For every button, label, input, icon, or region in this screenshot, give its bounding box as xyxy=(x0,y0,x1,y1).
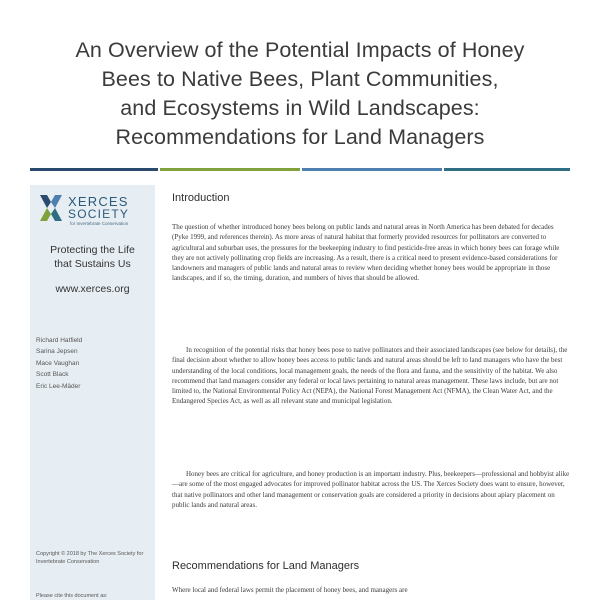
author-name: Eric Lee-Mäder xyxy=(36,382,81,390)
title-line-2: Bees to Native Bees, Plant Communities, xyxy=(101,67,499,91)
divider-segment-navy xyxy=(30,168,158,171)
divider-segment-green xyxy=(160,168,300,171)
body-paragraph: The question of whether introduced honey bees belong on public lands and natural areas in North America has been debated for decades (Pyke 1999, and references therein). As more areas of natural habitat that formerly provided resources for pollinators are converted to agricultural and suburban uses, the pressures for the beekeeping industry to find pesticide-free areas in which honey bees can forage while they are not actively pollinating crop fields are increasing. As a result, there is a critical need to present evidence-based considerations for landowners and managers of public lands and natural areas to review when deciding whether honey bees would be appropriate in those landscapes, and if so, the timing, duration, and numbers of hives that should be allowed. xyxy=(172,223,560,283)
body-paragraph: Honey bees are critical for agriculture, and honey production is an important industry. Plus, beekeepers—professional and hobbyist alike—are some of the most engaged advocates for improved pollinator habitat across the US. The Xerces Society does want to ensure, however, that native pollinators and other land management or conservation goals are considered a priority in decisions about apiary placement on public lands and natural areas. xyxy=(172,470,570,509)
xerces-logo xyxy=(38,193,150,227)
author-list xyxy=(36,335,82,392)
website-link[interactable]: www.xerces.org xyxy=(55,283,130,295)
tagline-line-1: Protecting the Life xyxy=(50,244,135,256)
author-name: Mace Vaughan xyxy=(36,359,80,367)
document-title xyxy=(0,36,600,152)
section-heading-recommendations: Recommendations for Land Managers xyxy=(172,560,360,572)
title-line-3: and Ecosystems in Wild Landscapes: xyxy=(120,96,480,120)
logo-word-xerces: XERCES xyxy=(68,194,129,209)
sidebar xyxy=(30,185,155,600)
tagline xyxy=(30,243,155,271)
citation-note: Please cite this document as: xyxy=(36,593,108,599)
divider-segment-blue xyxy=(302,168,442,171)
author-name: Scott Black xyxy=(36,371,69,379)
logo-subtitle: for Invertebrate Conservation xyxy=(70,221,129,226)
title-line-4: Recommendations for Land Managers xyxy=(115,125,485,149)
logo-word-society: SOCIETY xyxy=(68,207,130,221)
author-name: Richard Hatfield xyxy=(36,337,83,344)
body-paragraph: In recognition of the potential risks that honey bees pose to native pollinators and their associated landscapes (see below for details), the final decision about whether to allow honey bees access to public lands and natural areas should be left to land managers who have the best understanding of the local conditions, local management goals, the needs of the flora and fauna, and the sensitivity of the habitat. We also recommend that land managers consider any federal or local laws pertaining to natural areas management. These laws include, but are not limited to, the National Environmental Policy Act (NEPA), the National Forest Management Act (NFMA), the Clean Water Act, and the Endangered Species Act, as well as all relevant state and municipal legislation. xyxy=(172,346,568,406)
author-name: Sarina Jepsen xyxy=(36,348,78,356)
tagline-line-2: that Sustains Us xyxy=(54,258,131,270)
section-heading-introduction: Introduction xyxy=(172,192,230,204)
divider-segment-teal xyxy=(444,168,570,171)
copyright-notice: Copyright © 2018 by The Xerces Society for Invertebrate Conservation xyxy=(36,551,144,565)
body-paragraph: Where local and federal laws permit the placement of honey bees, and managers are xyxy=(172,586,408,594)
title-line-1: An Overview of the Potential Impacts of Honey xyxy=(75,38,525,62)
xerces-x-logo-icon xyxy=(38,193,64,223)
